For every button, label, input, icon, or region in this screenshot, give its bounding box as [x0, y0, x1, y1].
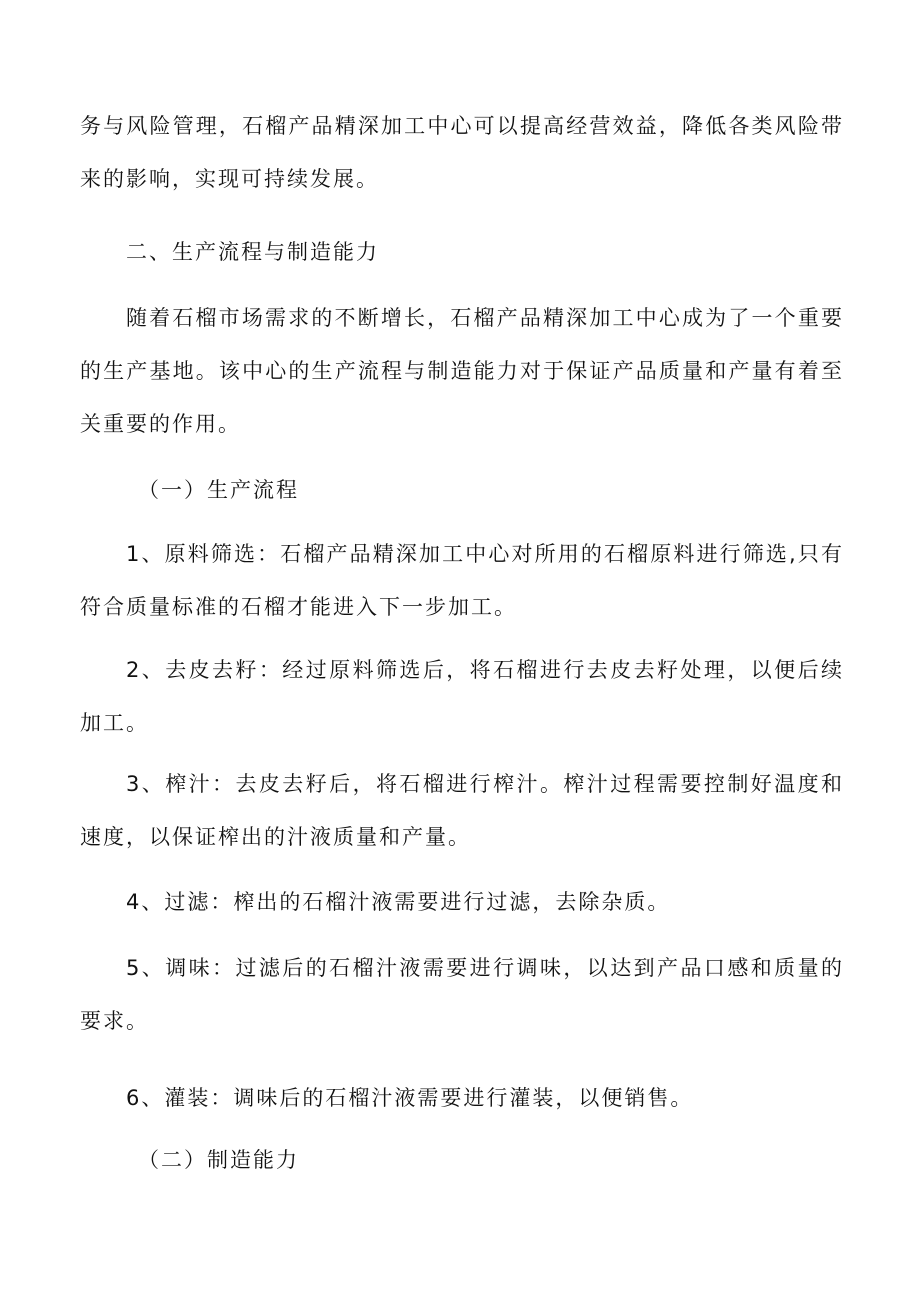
- step-5-paragraph: 5、调味：过滤后的石榴汁液需要进行调味，以达到产品口感和质量的要求。: [80, 956, 844, 1033]
- subsection-1-title: （一）生产流程: [138, 478, 299, 502]
- step-4-paragraph: 4、过滤：榨出的石榴汁液需要进行过滤，去除杂质。: [126, 890, 671, 914]
- paragraph-intro-tail: 务与风险管理，石榴产品精深加工中心可以提高经营效益，降低各类风险带来的影响，实现可持续发展。: [80, 114, 844, 191]
- paragraph-section-2-intro: 随着石榴市场需求的不断增长，石榴产品精深加工中心成为了一个重要的生产基地。该中心的生产流程与制造能力对于保证产品质量和产量有着至关重要的作用。: [80, 306, 844, 436]
- step-3-paragraph: 3、榨汁：去皮去籽后，将石榴进行榨汁。榨汁过程需要控制好温度和速度，以保证榨出的汁液质量和产量。: [80, 772, 844, 849]
- step-6-paragraph: 6、灌装：调味后的石榴汁液需要进行灌装，以便销售。: [126, 1086, 694, 1110]
- subsection-2-title: （二）制造能力: [138, 1148, 299, 1172]
- section-2-title: 二、生产流程与制造能力: [126, 240, 379, 264]
- step-2-paragraph: 2、去皮去籽：经过原料筛选后，将石榴进行去皮去籽处理，以便后续加工。: [80, 658, 844, 735]
- step-1-paragraph: 1、原料筛选：石榴产品精深加工中心对所用的石榴原料进行筛选,只有符合质量标准的石榴才能进入下一步加工。: [80, 542, 844, 619]
